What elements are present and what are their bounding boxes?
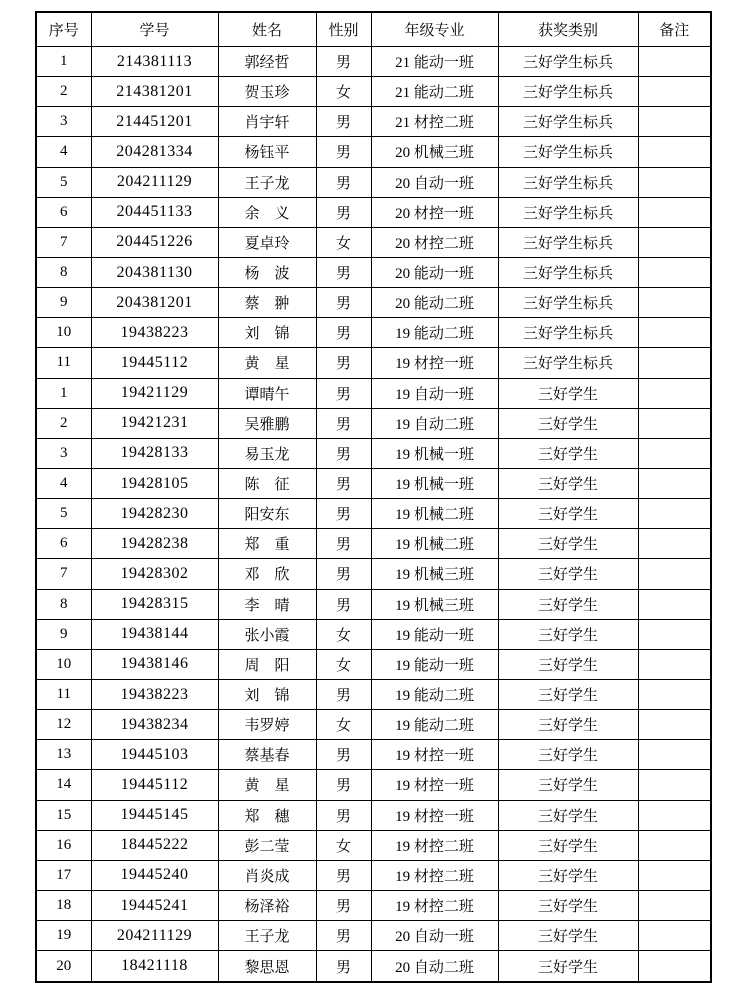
cell-index: 14 [36,770,91,800]
cell-award-category: 三好学生标兵 [498,197,638,227]
cell-award-category: 三好学生标兵 [498,167,638,197]
award-table [35,11,712,983]
cell-name: 余 义 [218,197,316,227]
cell-student-id: 19428302 [91,559,218,589]
cell-index: 1 [36,378,91,408]
cell-remarks [638,921,711,951]
cell-index: 8 [36,589,91,619]
cell-student-id: 19428315 [91,589,218,619]
cell-award-category: 三好学生标兵 [498,318,638,348]
cell-student-id: 19445240 [91,860,218,890]
cell-name: 周 阳 [218,649,316,679]
cell-award-category: 三好学生 [498,740,638,770]
cell-student-id: 19428230 [91,499,218,529]
cell-award-category: 三好学生 [498,921,638,951]
cell-gender: 男 [316,468,371,498]
cell-student-id: 214451201 [91,107,218,137]
cell-award-category: 三好学生 [498,559,638,589]
cell-grade-major: 19 机械一班 [371,468,498,498]
cell-grade-major: 19 能动一班 [371,649,498,679]
header-grade-major: 年级专业 [371,12,498,47]
table-row [36,951,711,982]
table-row [36,378,711,408]
table-body [36,47,711,983]
cell-student-id: 19445145 [91,800,218,830]
cell-gender: 男 [316,499,371,529]
cell-index: 7 [36,559,91,589]
header-index: 序号 [36,12,91,47]
cell-index: 20 [36,951,91,982]
table-row [36,619,711,649]
cell-index: 7 [36,227,91,257]
cell-remarks [638,47,711,77]
cell-award-category: 三好学生标兵 [498,107,638,137]
cell-student-id: 19438223 [91,318,218,348]
cell-student-id: 19438146 [91,649,218,679]
cell-index: 11 [36,679,91,709]
cell-index: 17 [36,860,91,890]
table-row [36,679,711,709]
cell-gender: 女 [316,77,371,107]
cell-gender: 男 [316,107,371,137]
cell-gender: 男 [316,408,371,438]
cell-award-category: 三好学生 [498,468,638,498]
table-row [36,740,711,770]
cell-award-category: 三好学生标兵 [498,227,638,257]
cell-remarks [638,559,711,589]
cell-name: 蔡基春 [218,740,316,770]
cell-remarks [638,619,711,649]
cell-student-id: 19445112 [91,770,218,800]
cell-name: 黎思恩 [218,951,316,982]
cell-gender: 男 [316,197,371,227]
cell-grade-major: 19 材控二班 [371,890,498,920]
cell-grade-major: 20 材控一班 [371,197,498,227]
cell-gender: 女 [316,227,371,257]
cell-gender: 男 [316,679,371,709]
cell-award-category: 三好学生标兵 [498,348,638,378]
table-row [36,438,711,468]
table-row [36,860,711,890]
cell-grade-major: 19 材控一班 [371,800,498,830]
cell-grade-major: 19 材控一班 [371,740,498,770]
cell-index: 6 [36,529,91,559]
cell-student-id: 204211129 [91,921,218,951]
table-row [36,47,711,77]
cell-grade-major: 20 能动二班 [371,288,498,318]
cell-grade-major: 20 自动二班 [371,951,498,982]
cell-grade-major: 20 能动一班 [371,257,498,287]
table-row [36,830,711,860]
cell-name: 易玉龙 [218,438,316,468]
cell-remarks [638,288,711,318]
cell-remarks [638,800,711,830]
cell-award-category: 三好学生标兵 [498,257,638,287]
cell-award-category: 三好学生 [498,378,638,408]
cell-student-id: 19421129 [91,378,218,408]
table-row [36,529,711,559]
cell-name: 黄 星 [218,770,316,800]
cell-index: 10 [36,649,91,679]
cell-student-id: 19428105 [91,468,218,498]
cell-grade-major: 21 能动一班 [371,47,498,77]
header-name: 姓名 [218,12,316,47]
header-gender: 性别 [316,12,371,47]
cell-name: 蔡 翀 [218,288,316,318]
cell-student-id: 19438223 [91,679,218,709]
cell-index: 10 [36,318,91,348]
cell-grade-major: 19 能动二班 [371,318,498,348]
cell-student-id: 204451133 [91,197,218,227]
cell-index: 3 [36,107,91,137]
cell-grade-major: 20 自动一班 [371,921,498,951]
cell-name: 杨 波 [218,257,316,287]
cell-remarks [638,77,711,107]
cell-grade-major: 19 机械二班 [371,529,498,559]
table-row [36,468,711,498]
table-row [36,921,711,951]
cell-gender: 男 [316,288,371,318]
cell-remarks [638,468,711,498]
cell-name: 黄 星 [218,348,316,378]
table-row [36,649,711,679]
cell-remarks [638,830,711,860]
cell-student-id: 19438144 [91,619,218,649]
cell-grade-major: 19 机械三班 [371,589,498,619]
cell-student-id: 19438234 [91,710,218,740]
cell-remarks [638,860,711,890]
cell-gender: 女 [316,710,371,740]
cell-grade-major: 19 自动二班 [371,408,498,438]
cell-remarks [638,890,711,920]
header-remarks: 备注 [638,12,711,47]
cell-gender: 男 [316,438,371,468]
cell-index: 1 [36,47,91,77]
cell-gender: 男 [316,800,371,830]
cell-name: 王子龙 [218,921,316,951]
cell-student-id: 204211129 [91,167,218,197]
cell-remarks [638,438,711,468]
cell-name: 肖炎成 [218,860,316,890]
cell-index: 18 [36,890,91,920]
table-row [36,137,711,167]
cell-remarks [638,679,711,709]
cell-name: 杨泽裕 [218,890,316,920]
cell-award-category: 三好学生 [498,830,638,860]
cell-gender: 男 [316,378,371,408]
cell-remarks [638,770,711,800]
table-row [36,408,711,438]
cell-award-category: 三好学生 [498,860,638,890]
cell-gender: 女 [316,830,371,860]
cell-gender: 男 [316,257,371,287]
cell-grade-major: 20 机械三班 [371,137,498,167]
cell-grade-major: 19 材控二班 [371,860,498,890]
cell-gender: 男 [316,47,371,77]
cell-remarks [638,710,711,740]
cell-student-id: 19421231 [91,408,218,438]
cell-remarks [638,951,711,982]
cell-remarks [638,137,711,167]
table-row [36,589,711,619]
cell-index: 9 [36,619,91,649]
table-row [36,348,711,378]
table-row [36,318,711,348]
cell-index: 19 [36,921,91,951]
cell-gender: 男 [316,921,371,951]
table-row [36,197,711,227]
cell-index: 9 [36,288,91,318]
cell-gender: 男 [316,589,371,619]
cell-student-id: 18445222 [91,830,218,860]
cell-index: 11 [36,348,91,378]
header-row [36,12,711,47]
table-row [36,559,711,589]
cell-name: 谭晴午 [218,378,316,408]
cell-remarks [638,378,711,408]
cell-award-category: 三好学生标兵 [498,288,638,318]
cell-index: 15 [36,800,91,830]
cell-student-id: 214381201 [91,77,218,107]
cell-index: 5 [36,499,91,529]
cell-name: 刘 锦 [218,679,316,709]
cell-student-id: 19445103 [91,740,218,770]
cell-index: 3 [36,438,91,468]
cell-student-id: 19445112 [91,348,218,378]
cell-grade-major: 19 材控一班 [371,770,498,800]
cell-name: 郑 穗 [218,800,316,830]
cell-gender: 男 [316,318,371,348]
cell-gender: 男 [316,740,371,770]
cell-gender: 男 [316,860,371,890]
cell-gender: 女 [316,619,371,649]
table-row [36,770,711,800]
cell-gender: 男 [316,770,371,800]
cell-award-category: 三好学生 [498,770,638,800]
cell-grade-major: 21 能动二班 [371,77,498,107]
table-row [36,257,711,287]
cell-name: 吴雅鹏 [218,408,316,438]
cell-student-id: 214381113 [91,47,218,77]
cell-award-category: 三好学生 [498,589,638,619]
cell-remarks [638,107,711,137]
cell-grade-major: 19 能动一班 [371,619,498,649]
table-row [36,800,711,830]
cell-award-category: 三好学生 [498,438,638,468]
cell-remarks [638,589,711,619]
cell-grade-major: 20 自动一班 [371,167,498,197]
cell-remarks [638,529,711,559]
cell-remarks [638,499,711,529]
cell-student-id: 19445241 [91,890,218,920]
table-row [36,107,711,137]
table-row [36,227,711,257]
cell-grade-major: 19 机械一班 [371,438,498,468]
cell-index: 12 [36,710,91,740]
cell-name: 肖宇轩 [218,107,316,137]
table-row [36,890,711,920]
cell-student-id: 19428133 [91,438,218,468]
cell-grade-major: 19 能动二班 [371,679,498,709]
cell-award-category: 三好学生标兵 [498,77,638,107]
table-row [36,288,711,318]
cell-award-category: 三好学生标兵 [498,137,638,167]
cell-gender: 男 [316,137,371,167]
cell-remarks [638,257,711,287]
cell-index: 6 [36,197,91,227]
cell-name: 夏卓玲 [218,227,316,257]
cell-name: 王子龙 [218,167,316,197]
cell-index: 2 [36,408,91,438]
cell-award-category: 三好学生 [498,619,638,649]
cell-award-category: 三好学生 [498,649,638,679]
cell-name: 陈 征 [218,468,316,498]
cell-name: 张小霞 [218,619,316,649]
cell-student-id: 18421118 [91,951,218,982]
cell-name: 彭二莹 [218,830,316,860]
cell-grade-major: 19 能动二班 [371,710,498,740]
cell-name: 郭经哲 [218,47,316,77]
cell-gender: 女 [316,649,371,679]
cell-student-id: 204281334 [91,137,218,167]
cell-remarks [638,318,711,348]
cell-award-category: 三好学生 [498,529,638,559]
cell-gender: 男 [316,890,371,920]
cell-name: 邓 欣 [218,559,316,589]
cell-award-category: 三好学生 [498,951,638,982]
cell-grade-major: 19 材控二班 [371,830,498,860]
cell-name: 杨钰平 [218,137,316,167]
cell-grade-major: 19 机械二班 [371,499,498,529]
cell-gender: 男 [316,559,371,589]
cell-award-category: 三好学生标兵 [498,47,638,77]
cell-name: 刘 锦 [218,318,316,348]
cell-name: 贺玉珍 [218,77,316,107]
cell-grade-major: 21 材控二班 [371,107,498,137]
cell-student-id: 204451226 [91,227,218,257]
cell-remarks [638,740,711,770]
cell-index: 8 [36,257,91,287]
cell-gender: 男 [316,951,371,982]
cell-remarks [638,408,711,438]
cell-index: 13 [36,740,91,770]
cell-name: 阳安东 [218,499,316,529]
cell-student-id: 204381201 [91,288,218,318]
cell-grade-major: 19 材控一班 [371,348,498,378]
table-row [36,167,711,197]
cell-index: 2 [36,77,91,107]
cell-grade-major: 19 自动一班 [371,378,498,408]
header-award-category: 获奖类别 [498,12,638,47]
cell-grade-major: 19 机械三班 [371,559,498,589]
cell-award-category: 三好学生 [498,890,638,920]
cell-award-category: 三好学生 [498,679,638,709]
cell-remarks [638,197,711,227]
table-row [36,710,711,740]
cell-award-category: 三好学生 [498,800,638,830]
cell-student-id: 204381130 [91,257,218,287]
cell-award-category: 三好学生 [498,499,638,529]
cell-student-id: 19428238 [91,529,218,559]
cell-award-category: 三好学生 [498,408,638,438]
cell-name: 李 晴 [218,589,316,619]
header-student-id: 学号 [91,12,218,47]
cell-index: 4 [36,468,91,498]
cell-gender: 男 [316,348,371,378]
cell-award-category: 三好学生 [498,710,638,740]
cell-remarks [638,649,711,679]
cell-remarks [638,167,711,197]
cell-remarks [638,348,711,378]
table-row [36,77,711,107]
cell-grade-major: 20 材控二班 [371,227,498,257]
table-row [36,499,711,529]
cell-name: 郑 重 [218,529,316,559]
cell-remarks [638,227,711,257]
cell-name: 韦罗婷 [218,710,316,740]
cell-index: 5 [36,167,91,197]
cell-gender: 男 [316,529,371,559]
cell-index: 4 [36,137,91,167]
cell-gender: 男 [316,167,371,197]
cell-index: 16 [36,830,91,860]
